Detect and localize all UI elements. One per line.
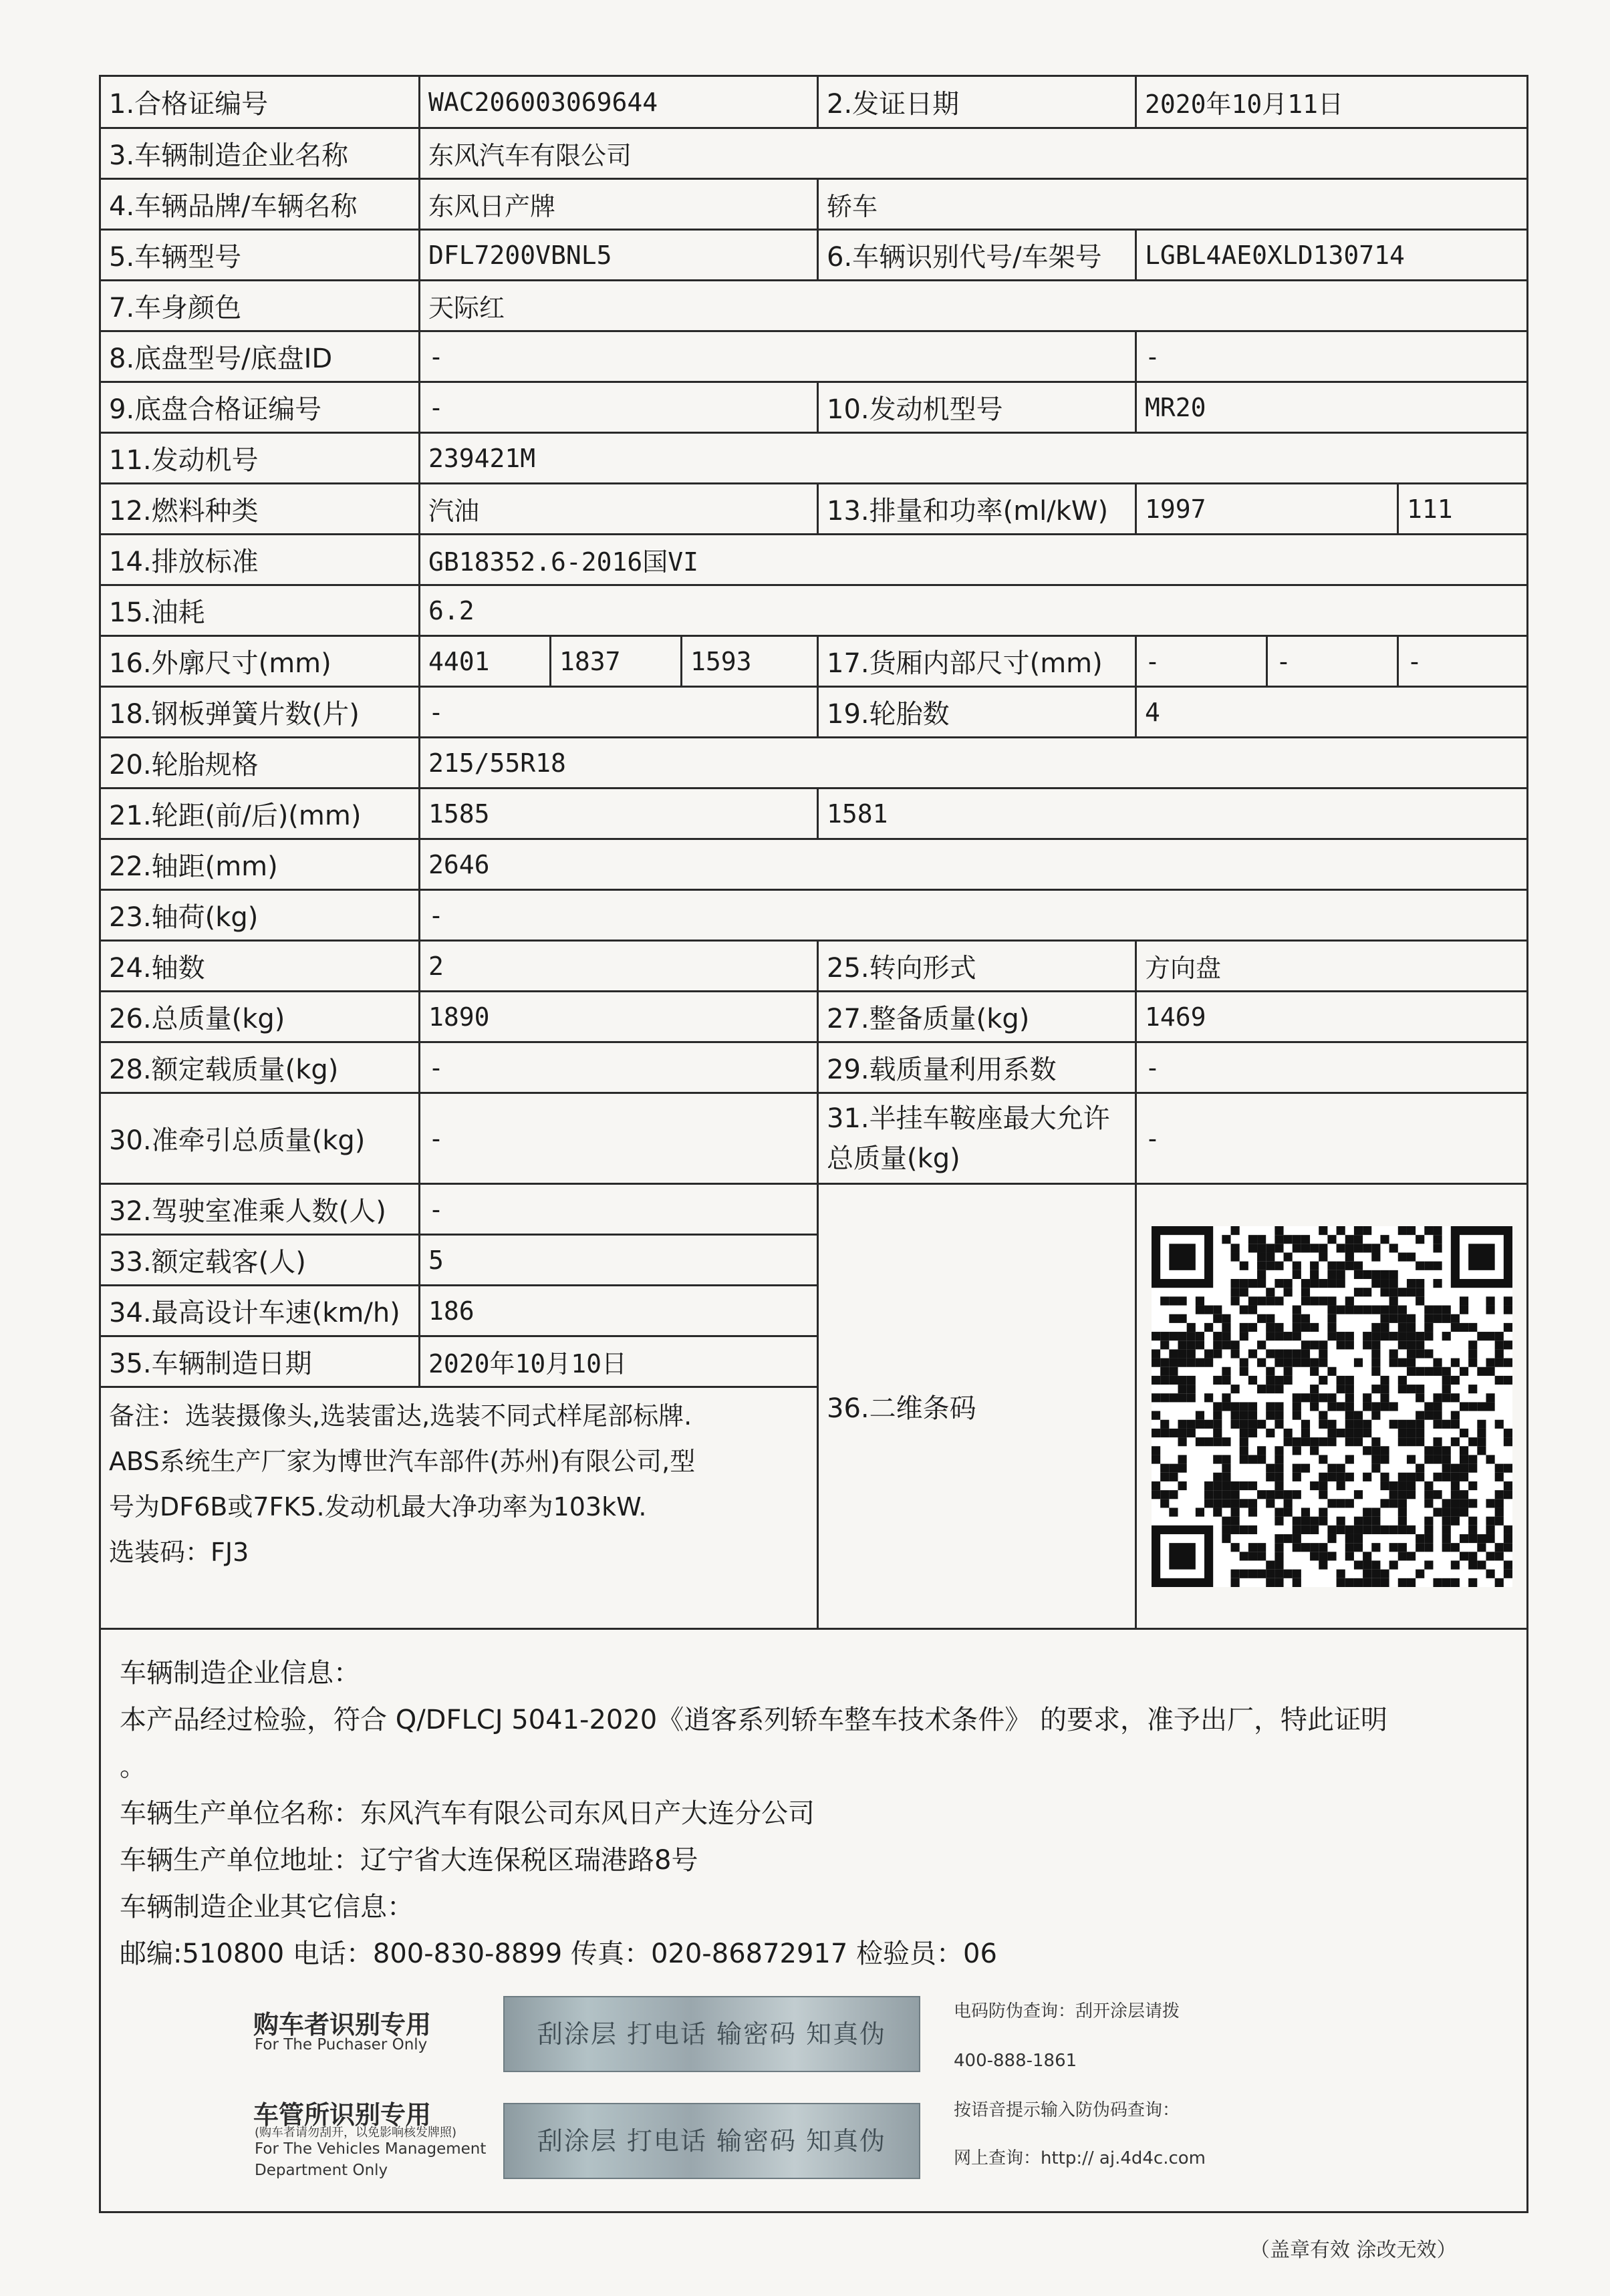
- label-emission: 14.排放标准: [100, 535, 420, 585]
- row-5: [100, 230, 1528, 281]
- row-11: [100, 433, 1528, 484]
- value-emission: GB18352.6-2016国VI: [420, 535, 1528, 585]
- row-7: [100, 281, 1528, 331]
- label-displacement-power: 13.排量和功率(ml/kW): [818, 484, 1136, 535]
- row-8: [100, 331, 1528, 382]
- row-1: [100, 76, 1528, 128]
- value-saddle-mass: -: [1136, 1093, 1528, 1184]
- row-16: [100, 636, 1528, 687]
- row-21: [100, 788, 1528, 839]
- remarks-cell: [100, 1387, 818, 1629]
- row-18: [100, 687, 1528, 738]
- value-manufacturer: 东风汽车有限公司: [420, 128, 1528, 179]
- label-model: 5.车辆型号: [100, 230, 420, 281]
- value-track-rear: 1581: [818, 788, 1528, 839]
- label-fuel-consumption: 15.油耗: [100, 585, 420, 636]
- scratch-text-1: 刮涂层 打电话 输密码 知真伪: [537, 2019, 887, 2049]
- info-line-5: 车辆生产单位地址：辽宁省大连保税区瑞港路8号: [120, 1845, 698, 1876]
- label-track: 21.轮距(前/后)(mm): [100, 788, 420, 839]
- info-line-2: 本产品经过检验，符合 Q/DFLCJ 5041-2020《逍客系列轿车整车技术条件》 的要求，准予出厂，特此证明: [120, 1705, 1387, 1735]
- label-chassis: 8.底盘型号/底盘ID: [100, 331, 420, 382]
- value-steering: 方向盘: [1136, 941, 1528, 992]
- qr-code-cell: [1136, 1184, 1528, 1629]
- scratch-text-2: 刮涂层 打电话 输密码 知真伪: [537, 2126, 887, 2156]
- purchaser-title: 购车者识别专用: [253, 2010, 432, 2039]
- label-engine-number: 11.发动机号: [100, 433, 420, 484]
- label-issue-date: 2.发证日期: [818, 76, 1136, 128]
- value-issue-date: 2020年10月11日: [1136, 76, 1528, 128]
- label-curb-mass: 27.整备质量(kg): [818, 992, 1136, 1042]
- value-width: 1837: [551, 636, 682, 687]
- label-axle-load: 23.轴荷(kg): [100, 890, 420, 941]
- value-vehicle-name: 轿车: [818, 179, 1528, 230]
- vmd-subtitle-2: Department Only: [255, 2162, 388, 2179]
- value-total-mass: 1890: [420, 992, 818, 1042]
- value-curb-mass: 1469: [1136, 992, 1528, 1042]
- value-rated-load: -: [420, 1042, 818, 1093]
- label-dimensions: 16.外廓尺寸(mm): [100, 636, 420, 687]
- value-cab-occupants: -: [420, 1184, 818, 1235]
- value-power: 111: [1398, 484, 1528, 535]
- value-chassis-model: -: [420, 331, 1136, 382]
- row-15: [100, 585, 1528, 636]
- label-fuel: 12.燃料种类: [100, 484, 420, 535]
- value-fuel: 汽油: [420, 484, 818, 535]
- value-axle-load: -: [420, 890, 1528, 941]
- row-22: [100, 839, 1528, 890]
- value-track-front: 1585: [420, 788, 818, 839]
- label-cab-occupants: 32.驾驶室准乘人数(人): [100, 1184, 420, 1235]
- label-cert-number: 1.合格证编号: [100, 76, 420, 128]
- label-cargo-dimensions: 17.货厢内部尺寸(mm): [818, 636, 1136, 687]
- value-color: 天际红: [420, 281, 1528, 331]
- label-tire-spec: 20.轮胎规格: [100, 738, 420, 788]
- value-brand: 东风日产牌: [420, 179, 818, 230]
- label-steering: 25.转向形式: [818, 941, 1136, 992]
- footer-note: （盖章有效 涂改无效）: [1250, 2239, 1457, 2262]
- value-tire-count: 4: [1136, 687, 1528, 738]
- vmd-scratch-panel: [503, 2103, 920, 2179]
- value-model: DFL7200VBNL5: [420, 230, 818, 281]
- vmd-note: (购车者请勿刮开，以免影响核发牌照): [255, 2126, 457, 2140]
- value-chassis-cert: -: [420, 382, 818, 433]
- certificate-table: [99, 75, 1528, 2213]
- row-20: [100, 738, 1528, 788]
- manufacturer-info-cell: [100, 1629, 1528, 2212]
- label-saddle-mass: 31.半挂车鞍座最大允许总质量(kg): [818, 1093, 1136, 1184]
- value-height: 1593: [682, 636, 818, 687]
- row-3: [100, 128, 1528, 179]
- label-vin: 6.车辆识别代号/车架号: [818, 230, 1136, 281]
- remarks-line-4: 选装码：FJ3: [109, 1538, 249, 1567]
- value-length: 4401: [420, 636, 551, 687]
- row-30: [100, 1093, 1528, 1184]
- label-qr-code: 36.二维条码: [818, 1184, 1136, 1629]
- remarks-line-1: 备注：选装摄像头,选装雷达,选装不同式样尾部标牌.: [109, 1401, 692, 1431]
- phone-query-text: 电码防伪查询：刮开涂层请拨: [954, 2001, 1180, 2021]
- label-total-mass: 26.总质量(kg): [100, 992, 420, 1042]
- info-line-6: 车辆制造企业其它信息：: [120, 1892, 414, 1922]
- row-14: [100, 535, 1528, 585]
- value-passengers: 5: [420, 1235, 818, 1286]
- value-displacement: 1997: [1136, 484, 1398, 535]
- label-wheelbase: 22.轴距(mm): [100, 839, 420, 890]
- label-manufacture-date: 35.车辆制造日期: [100, 1336, 420, 1387]
- value-axle-count: 2: [420, 941, 818, 992]
- vmd-title: 车管所识别专用: [253, 2100, 432, 2130]
- value-cert-number: WAC206003069644: [420, 76, 818, 128]
- row-32: [100, 1184, 1528, 1235]
- info-line-3: 。: [120, 1751, 146, 1782]
- value-wheelbase: 2646: [420, 839, 1528, 890]
- label-color: 7.车身颜色: [100, 281, 420, 331]
- value-towing-mass: -: [420, 1093, 818, 1184]
- label-tire-count: 19.轮胎数: [818, 687, 1136, 738]
- label-engine-model: 10.发动机型号: [818, 382, 1136, 433]
- label-rated-load: 28.额定载质量(kg): [100, 1042, 420, 1093]
- vmd-subtitle-1: For The Vehicles Management: [255, 2140, 487, 2158]
- row-4: [100, 179, 1528, 230]
- label-axle-count: 24.轴数: [100, 941, 420, 992]
- web-query-text: 网上查询：http:// aj.4d4c.com: [954, 2148, 1206, 2168]
- info-line-7: 邮编:510800 电话：800-830-8899 传真：020-86872917 检验员：06: [120, 1939, 997, 1969]
- remarks-line-3: 号为DF6B或7FK5.发动机最大净功率为103kW.: [109, 1492, 647, 1522]
- row-23: [100, 890, 1528, 941]
- label-load-coefficient: 29.载质量利用系数: [818, 1042, 1136, 1093]
- value-load-coefficient: -: [1136, 1042, 1528, 1093]
- row-28: [100, 1042, 1528, 1093]
- phone-number: 400-888-1861: [954, 2051, 1077, 2071]
- label-leaf-springs: 18.钢板弹簧片数(片): [100, 687, 420, 738]
- row-24: [100, 941, 1528, 992]
- value-fuel-consumption: 6.2: [420, 585, 1528, 636]
- row-9: [100, 382, 1528, 433]
- value-max-speed: 186: [420, 1286, 818, 1336]
- value-cargo-length: -: [1136, 636, 1267, 687]
- row-manufacturer-info: [100, 1629, 1528, 2212]
- label-towing-mass: 30.准牵引总质量(kg): [100, 1093, 420, 1184]
- voice-query-text: 按语音提示输入防伪码查询：: [954, 2100, 1180, 2120]
- value-leaf-springs: -: [420, 687, 818, 738]
- value-engine-number: 239421M: [420, 433, 1528, 484]
- value-cargo-width: -: [1267, 636, 1398, 687]
- label-max-speed: 34.最高设计车速(km/h): [100, 1286, 420, 1336]
- remarks-line-2: ABS系统生产厂家为博世汽车部件(苏州)有限公司,型: [109, 1447, 696, 1476]
- purchaser-scratch-panel: [503, 1996, 920, 2072]
- value-manufacture-date: 2020年10月10日: [420, 1336, 818, 1387]
- row-12: [100, 484, 1528, 535]
- value-chassis-id: -: [1136, 331, 1528, 382]
- info-line-1: 车辆制造企业信息：: [120, 1658, 360, 1689]
- value-engine-model: MR20: [1136, 382, 1528, 433]
- qr-code-icon: [1152, 1226, 1512, 1587]
- value-tire-spec: 215/55R18: [420, 738, 1528, 788]
- anti-fake-area: [120, 1977, 1508, 2198]
- label-passengers: 33.额定载客(人): [100, 1235, 420, 1286]
- label-chassis-cert: 9.底盘合格证编号: [100, 382, 420, 433]
- info-line-4: 车辆生产单位名称：东风汽车有限公司东风日产大连分公司: [120, 1798, 815, 1829]
- value-vin: LGBL4AE0XLD130714: [1136, 230, 1528, 281]
- label-manufacturer: 3.车辆制造企业名称: [100, 128, 420, 179]
- label-brand: 4.车辆品牌/车辆名称: [100, 179, 420, 230]
- row-26: [100, 992, 1528, 1042]
- value-cargo-height: -: [1398, 636, 1528, 687]
- purchaser-subtitle: For The Puchaser Only: [255, 2036, 428, 2053]
